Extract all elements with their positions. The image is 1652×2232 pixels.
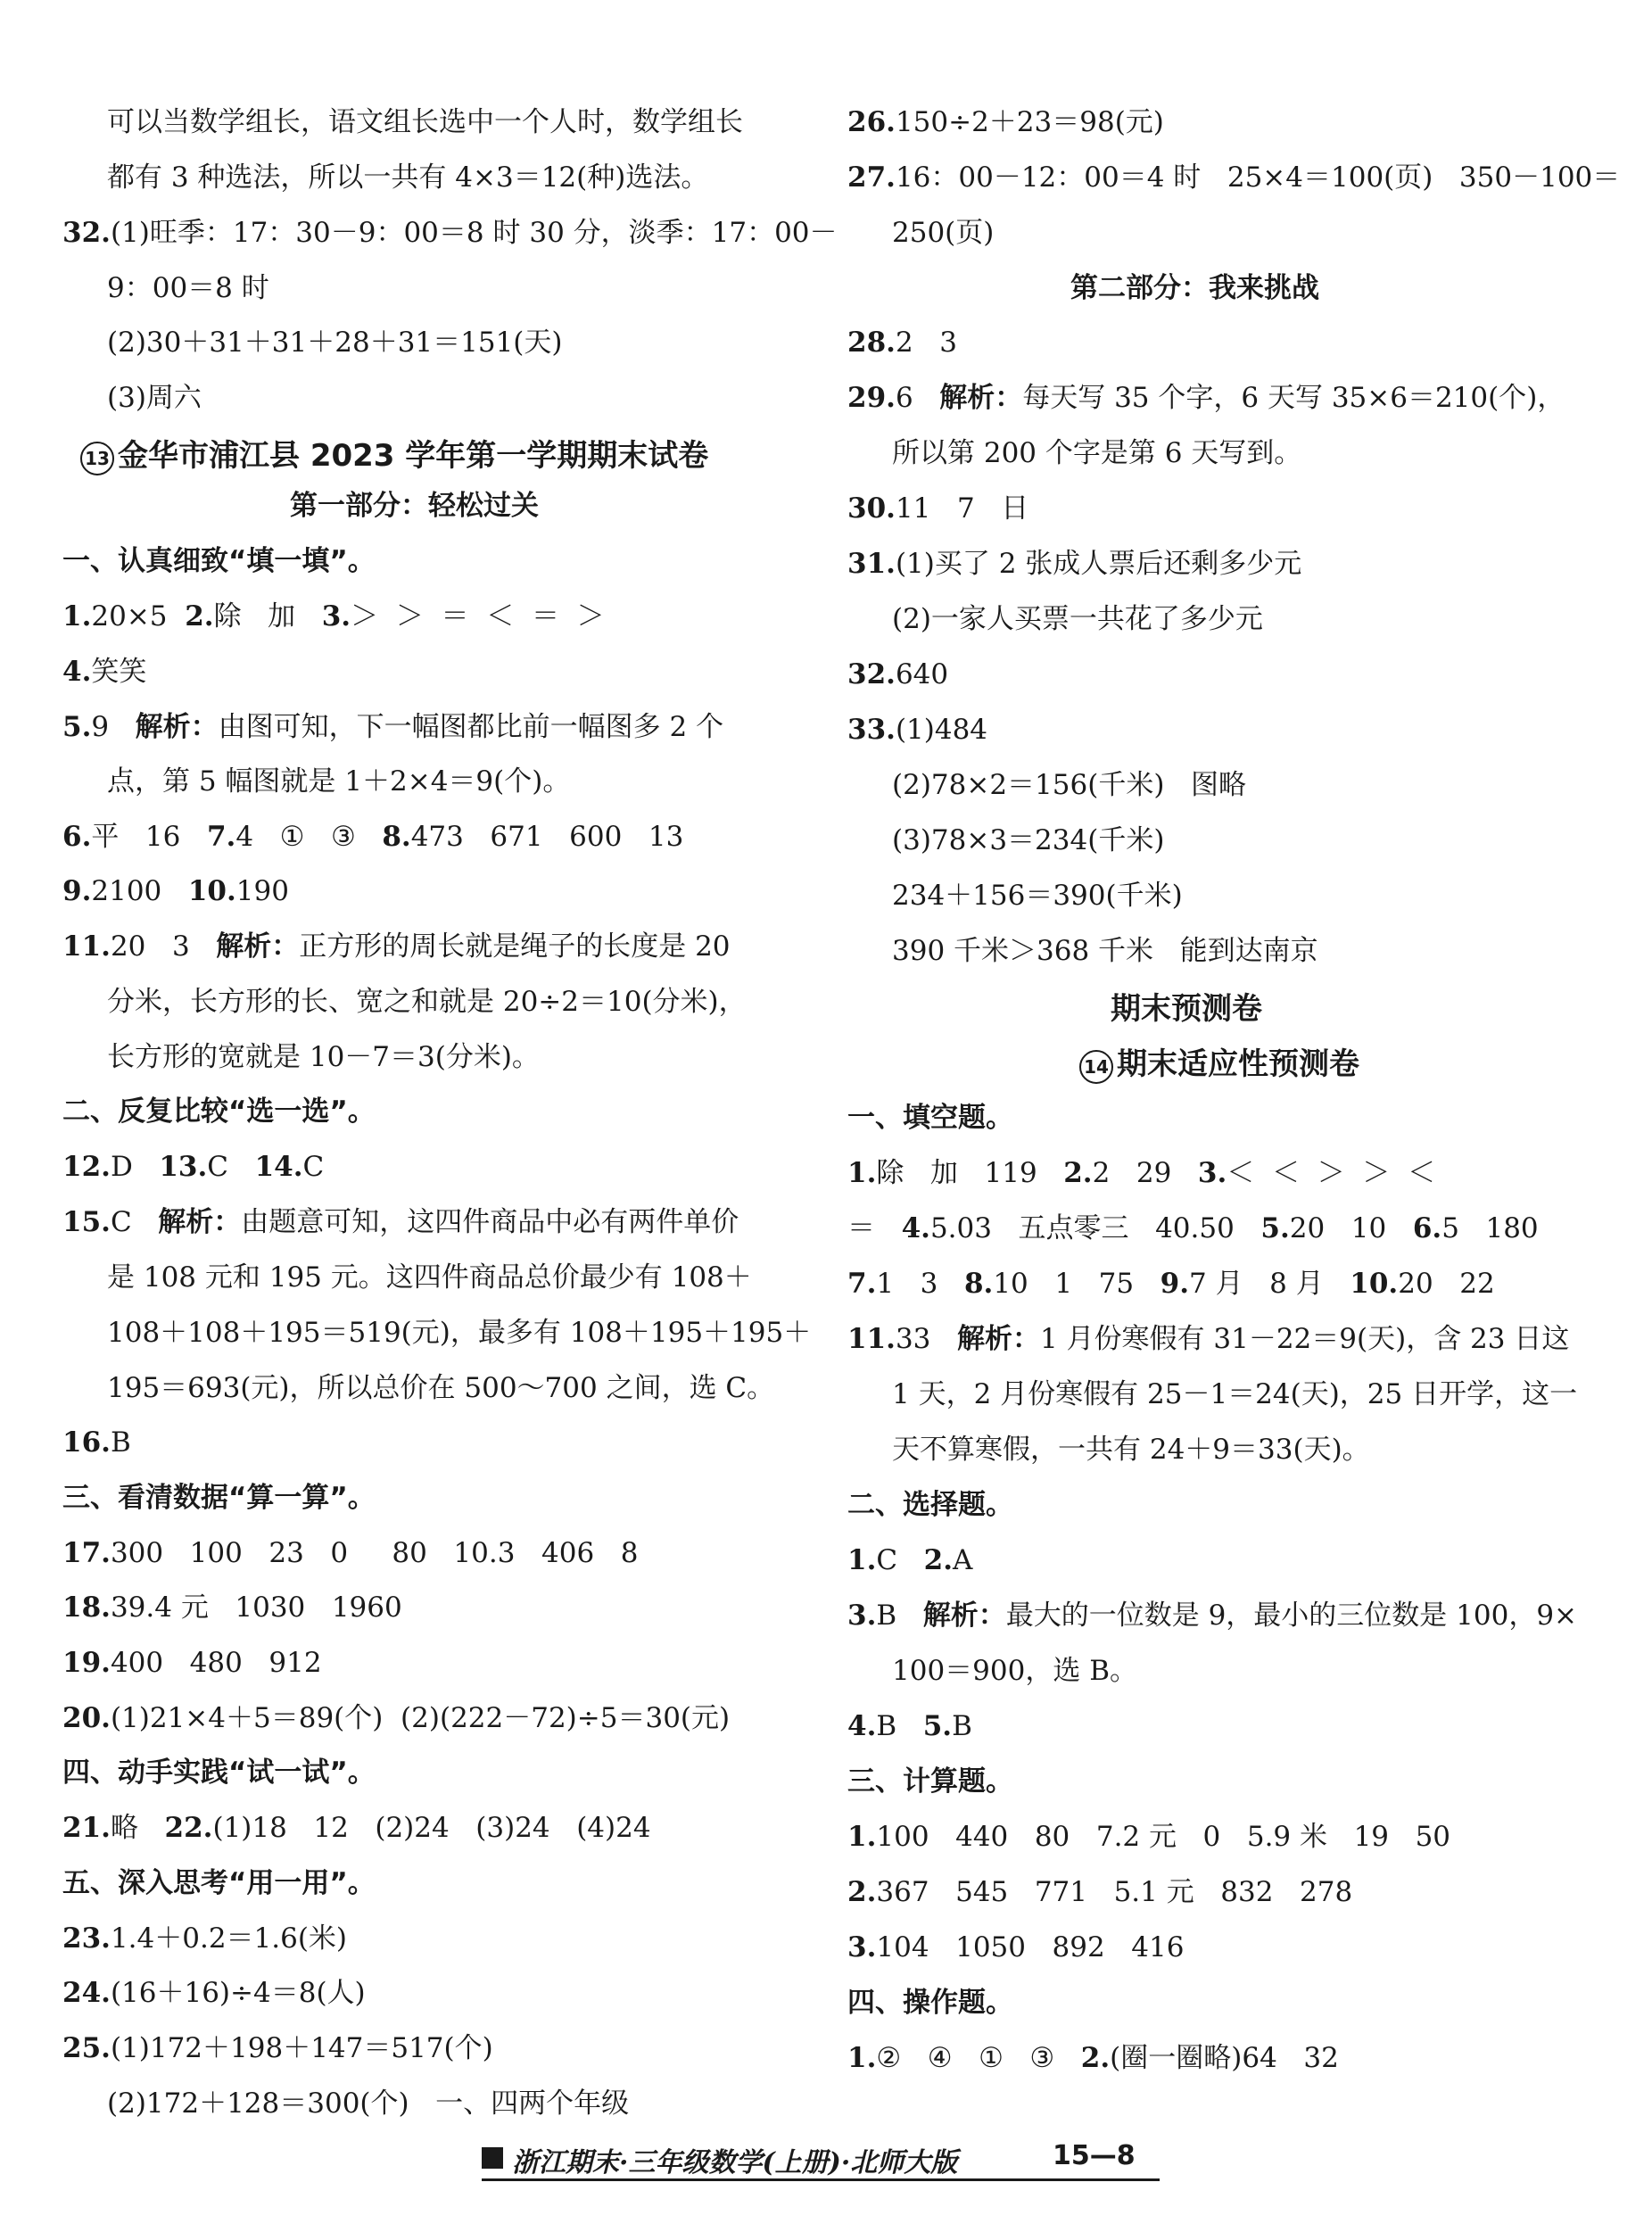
question-number: 25.	[62, 2032, 111, 2064]
question-number: 19.	[62, 1647, 111, 1679]
answer-line	[847, 106, 1164, 138]
answer-line	[892, 935, 1318, 967]
question-number: 2.	[1080, 2042, 1111, 2074]
question-number: 32.	[62, 217, 111, 249]
section-heading	[62, 545, 376, 577]
answer-text: 9：00＝8 时	[107, 272, 269, 304]
answer-line	[892, 603, 1263, 635]
answer-line	[892, 219, 994, 247]
answer-line	[62, 1537, 639, 1569]
answer-line	[847, 658, 949, 690]
answer-text: 108＋108＋195＝519(元)，最多有 108＋195＋195＋	[107, 1317, 812, 1349]
answer-line	[107, 988, 747, 1016]
heading-text: 三、看清数据“算一算”。	[62, 1482, 376, 1514]
question-number: 2.	[1063, 1157, 1093, 1189]
heading-text: 二、反复比较“选一选”。	[62, 1095, 376, 1128]
question-number: 13.	[159, 1151, 208, 1183]
answer-line	[62, 1922, 348, 1955]
answer-text: 每天写 35 个字，6 天写 35×6＝210(个)，	[1022, 382, 1565, 414]
answer-text: 250(页)	[892, 217, 995, 249]
heading-text: 四、操作题。	[847, 1987, 1013, 2019]
answer-line	[107, 1041, 540, 1073]
circled-number: 14	[1079, 1050, 1113, 1084]
answer-text: D	[110, 1151, 160, 1183]
answer-text: (圈一圈略)64 32	[1110, 2042, 1339, 2074]
answer-text: 6	[895, 382, 940, 414]
answer-text: 11 7 日	[895, 492, 1029, 525]
answer-line	[847, 492, 1029, 525]
answer-text: (1)21×4＋5＝89(个) (2)(222－72)÷5＝30(元)	[110, 1702, 731, 1734]
question-number: 28.	[847, 327, 896, 359]
answer-text: B	[110, 1426, 131, 1459]
answer-text: 天不算寒假，一共有 24＋9＝33(天)。	[892, 1434, 1370, 1466]
answer-line	[847, 1212, 1539, 1244]
answer-text: 190	[235, 875, 289, 907]
heading-text: 四、动手实践“试一试”。	[62, 1757, 376, 1789]
answer-text: (1)18 12 (2)24 (3)24 (4)24	[212, 1812, 651, 1844]
heading-text: 期末适应性预测卷	[1117, 1046, 1359, 1082]
answer-line	[892, 769, 1246, 801]
answer-text: (3)78×3＝234(千米)	[892, 824, 1165, 856]
question-number: 30.	[847, 492, 896, 525]
answer-text: (2)30＋31＋31＋28＋31＝151(天)	[107, 327, 563, 359]
section-heading	[62, 1095, 376, 1128]
answer-line	[62, 658, 146, 686]
answer-text: 除 加	[213, 600, 322, 632]
section-heading	[847, 1104, 1013, 1132]
question-number: 21.	[62, 1812, 111, 1844]
answer-text: 可以当数学组长，语文组长选中一个人时，数学组长	[107, 106, 743, 138]
answer-line	[107, 2087, 630, 2120]
question-number: 4.	[62, 656, 92, 688]
answer-line	[62, 1153, 324, 1181]
answer-text: 由图可知，下一幅图都比前一幅图多 2 个	[218, 711, 724, 743]
question-number: 32.	[847, 658, 896, 690]
answer-line	[62, 1977, 366, 2009]
answer-text: 长方形的宽就是 10－7＝3(分米)。	[107, 1041, 540, 1073]
answer-text: 除 加 119	[876, 1157, 1064, 1189]
question-number: 1.	[847, 1157, 877, 1189]
answer-text: 390 千米＞368 千米 能到达南京	[892, 935, 1318, 967]
answer-text: 2100	[91, 875, 188, 907]
question-number: 17.	[62, 1537, 111, 1569]
section-heading	[1111, 991, 1262, 1027]
answer-line	[62, 2032, 493, 2064]
question-number: 16.	[62, 1426, 111, 1459]
answer-text: 最大的一位数是 9，最小的三位数是 100，9×	[1005, 1600, 1578, 1632]
answer-text: ＜ ＜ ＞ ＞ ＜	[1227, 1157, 1436, 1189]
question-number: 7.	[206, 821, 236, 853]
answer-line	[847, 550, 1301, 578]
question-number: 1.	[847, 2042, 877, 2074]
question-number: 27.	[847, 161, 896, 194]
answer-text: 平 16	[91, 821, 207, 853]
answer-text: 20 22	[1398, 1268, 1495, 1300]
answer-text: 2 29	[1092, 1157, 1198, 1189]
question-number: 10.	[187, 875, 236, 907]
answer-line	[107, 1372, 775, 1404]
question-number: 9.	[62, 875, 92, 907]
answer-text: 略	[110, 1812, 165, 1844]
answer-text: (2)一家人买票一共花了多少元	[892, 603, 1263, 635]
question-number: 14.	[254, 1151, 303, 1183]
answer-line	[62, 1206, 739, 1238]
answer-line	[892, 824, 1165, 856]
answer-line	[62, 1812, 651, 1844]
question-number: 1.	[847, 1544, 877, 1576]
answer-line	[892, 1436, 1370, 1464]
question-number: 12.	[62, 1151, 111, 1183]
answer-line	[847, 329, 957, 357]
answer-text: 1.4＋0.2＝1.6(米)	[110, 1922, 348, 1955]
question-number: 5.	[62, 711, 92, 743]
answer-text: ＝	[847, 1212, 902, 1244]
section-heading	[62, 1867, 376, 1899]
answer-text: 20 10	[1289, 1212, 1413, 1244]
answer-line	[62, 711, 724, 743]
question-number: 8.	[963, 1268, 994, 1300]
answer-line	[847, 1544, 973, 1576]
answer-text: B	[876, 1710, 923, 1742]
section-heading	[1070, 272, 1319, 304]
answer-text: (3)周六	[107, 382, 202, 414]
question-number: 33.	[847, 714, 896, 746]
question-number: 8.	[382, 821, 411, 853]
question-number: 4.	[847, 1710, 877, 1742]
section-heading	[847, 1989, 1013, 2017]
answer-line	[847, 1823, 1450, 1851]
answer-text: 4 ① ③	[235, 821, 383, 853]
heading-text: 二、选择题。	[847, 1489, 1013, 1521]
answer-line	[847, 1157, 1436, 1189]
answer-line	[62, 600, 605, 632]
answer-line	[107, 1319, 811, 1347]
question-number: 6.	[1412, 1212, 1442, 1244]
answer-text: B	[952, 1710, 972, 1742]
answer-text: 所以第 200 个字是第 6 天写到。	[892, 437, 1302, 469]
answer-text: ＞ ＞ ＝ ＜ ＝ ＞	[351, 600, 605, 632]
answer-line	[847, 384, 1565, 412]
answer-text: 1 天，2 月份寒假有 25－1＝24(天)，25 日开学，这一	[892, 1378, 1578, 1410]
question-number: 5.	[922, 1710, 953, 1742]
answer-line	[847, 1323, 1570, 1355]
section-heading	[62, 1484, 376, 1512]
question-number: 5.	[1260, 1212, 1290, 1244]
answer-text: (16＋16)÷4＝8(人)	[110, 1977, 366, 2009]
analysis-label: 解析：	[939, 382, 1023, 414]
answer-line	[847, 1710, 972, 1742]
question-number: 11.	[62, 930, 111, 963]
question-number: 2.	[185, 600, 214, 632]
answer-text: 100 440 80 7.2 元 0 5.9 米 19 50	[876, 1821, 1451, 1853]
answer-text: A	[953, 1544, 973, 1576]
answer-line	[107, 765, 571, 798]
section-heading	[1079, 1046, 1359, 1084]
answer-text: 分米，长方形的长、宽之和就是 20÷2＝10(分米)，	[107, 986, 747, 1018]
heading-text: 第一部分：轻松过关	[290, 490, 539, 522]
answer-text: B	[876, 1600, 923, 1632]
question-number: 6.	[62, 821, 92, 853]
section-heading	[290, 492, 539, 520]
answer-text: 20×5	[91, 600, 186, 632]
answer-text: 104 1050 892 416	[876, 1931, 1185, 1963]
answer-text: 20 3	[110, 930, 217, 963]
answer-text: 39.4 元 1030 1960	[110, 1591, 402, 1624]
answer-text: (1)买了 2 张成人票后还剩多少元	[895, 548, 1302, 580]
heading-text: 五、深入思考“用一用”。	[62, 1867, 376, 1899]
question-number: 4.	[901, 1212, 930, 1244]
answer-text: 100＝900，选 B。	[892, 1655, 1137, 1687]
section-heading	[847, 1489, 1013, 1521]
footer-square-icon	[482, 2147, 503, 2169]
answer-line	[62, 930, 731, 963]
answer-text: (1)172＋198＋147＝517(个)	[110, 2032, 493, 2064]
answer-line	[892, 1378, 1578, 1410]
answer-line	[847, 2042, 1339, 2074]
page-number: 15—8	[1053, 2140, 1136, 2171]
answer-line	[62, 1591, 402, 1624]
heading-text: 一、填空题。	[847, 1102, 1013, 1134]
heading-text: 第二部分：我来挑战	[1070, 272, 1319, 304]
heading-text: 金华市浦江县 2023 学年第一学期期末试卷	[118, 438, 709, 474]
answer-text: 点，第 5 幅图就是 1＋2×4＝9(个)。	[107, 765, 571, 798]
answer-line	[107, 384, 202, 412]
question-number: 11.	[847, 1323, 896, 1355]
answer-line	[107, 1261, 752, 1294]
answer-text: (2)172＋128＝300(个) 一、四两个年级	[107, 2087, 630, 2120]
answer-text: 由题意可知，这四件商品中必有两件单价	[241, 1206, 739, 1238]
question-number: 24.	[62, 1977, 111, 2009]
question-number: 31.	[847, 548, 896, 580]
answer-line	[62, 1649, 322, 1677]
heading-text: 一、认真细致“填一填”。	[62, 545, 376, 577]
question-number: 2.	[847, 1876, 877, 1908]
answer-line	[107, 106, 743, 138]
answer-line	[847, 161, 1621, 194]
footer-rule	[482, 2178, 1160, 2181]
analysis-label: 解析：	[135, 711, 219, 743]
question-number: 3.	[321, 600, 351, 632]
question-number: 20.	[62, 1702, 111, 1734]
answer-line	[107, 272, 269, 304]
question-number: 7.	[847, 1268, 877, 1300]
answer-line	[62, 1702, 731, 1734]
section-heading	[62, 1759, 376, 1787]
answer-text: 10 1 75	[993, 1268, 1161, 1300]
answer-line	[892, 882, 1183, 910]
circled-number: 13	[80, 442, 114, 475]
question-number: 23.	[62, 1922, 111, 1955]
analysis-label: 解析：	[956, 1323, 1040, 1355]
answer-line	[62, 875, 289, 907]
answer-text: (1)484	[895, 714, 988, 746]
answer-line	[892, 437, 1302, 469]
answer-text: 1 3	[876, 1268, 964, 1300]
section-heading	[847, 1765, 1013, 1798]
answer-line	[62, 219, 838, 247]
answer-line	[847, 716, 987, 744]
analysis-label: 解析：	[158, 1206, 242, 1238]
answer-text: 367 545 771 5.1 元 832 278	[876, 1876, 1353, 1908]
analysis-label: 解析：	[922, 1600, 1006, 1632]
question-number: 26.	[847, 106, 896, 138]
answer-line	[107, 329, 563, 357]
page-footer	[482, 2137, 1160, 2181]
question-number: 2.	[923, 1544, 954, 1576]
answer-text: 1 月份寒假有 31－22＝9(天)，含 23 日这	[1039, 1323, 1570, 1355]
answer-text: 正方形的周长就是绳子的长度是 20	[299, 930, 731, 963]
question-number: 1.	[62, 600, 92, 632]
answer-text: C	[302, 1151, 325, 1183]
answer-text: 都有 3 种选法，所以一共有 4×3＝12(种)选法。	[107, 161, 709, 194]
question-number: 3.	[847, 1600, 877, 1632]
question-number: 22.	[164, 1812, 213, 1844]
question-number: 18.	[62, 1591, 111, 1624]
answer-line	[107, 161, 709, 194]
answer-text: C	[207, 1151, 255, 1183]
heading-text: 三、计算题。	[847, 1765, 1013, 1798]
answer-text: 33	[895, 1323, 957, 1355]
answer-text: 640	[895, 658, 949, 690]
question-number: 1.	[847, 1821, 877, 1853]
section-heading	[80, 438, 709, 475]
answer-text: (1)旺季：17：30－9：00＝8 时 30 分，淡季：17：00－	[110, 217, 838, 249]
answer-text: 2 3	[895, 327, 957, 359]
answer-text: 195＝693(元)，所以总价在 500～700 之间，选 C。	[107, 1372, 775, 1404]
answer-line	[892, 1657, 1137, 1685]
answer-text: 5.03 五点零三 40.50	[929, 1212, 1261, 1244]
question-number: 15.	[62, 1206, 111, 1238]
question-number: 10.	[1350, 1268, 1399, 1300]
question-number: 3.	[847, 1931, 877, 1963]
answer-line	[847, 1931, 1185, 1963]
analysis-label: 解析：	[216, 930, 300, 963]
answer-line	[847, 1876, 1353, 1908]
answer-line	[847, 1270, 1495, 1298]
answer-text: ② ④ ① ③	[876, 2042, 1081, 2074]
answer-text: 是 108 元和 195 元。这四件商品总价最少有 108＋	[107, 1261, 752, 1294]
answer-text: 234＋156＝390(千米)	[892, 880, 1183, 912]
answer-text: 5 180	[1441, 1212, 1539, 1244]
answer-text: 笑笑	[91, 656, 147, 688]
answer-text: 7 月 8 月	[1189, 1268, 1351, 1300]
answer-line	[62, 1426, 131, 1459]
answer-text: 473 671 600 13	[410, 821, 684, 853]
answer-text: 150÷2＋23＝98(元)	[895, 106, 1164, 138]
footer-title: 浙江期末·三年级数学(上册)·北师大版	[512, 2147, 958, 2178]
answer-text: 300 100 23 0 80 10.3 406 8	[110, 1537, 639, 1569]
heading-text: 期末预测卷	[1111, 991, 1262, 1027]
answer-line	[62, 823, 683, 851]
answer-text: (2)78×2＝156(千米) 图略	[892, 769, 1246, 801]
question-number: 9.	[1160, 1268, 1190, 1300]
answer-text: 400 480 912	[110, 1647, 322, 1679]
answer-text: C	[876, 1544, 924, 1576]
question-number: 29.	[847, 382, 896, 414]
answer-text: 9	[91, 711, 136, 743]
question-number: 3.	[1197, 1157, 1227, 1189]
answer-text: C	[110, 1206, 159, 1238]
answer-line	[847, 1602, 1577, 1630]
answer-text: 16：00－12：00＝4 时 25×4＝100(页) 350－100＝	[895, 161, 1621, 194]
